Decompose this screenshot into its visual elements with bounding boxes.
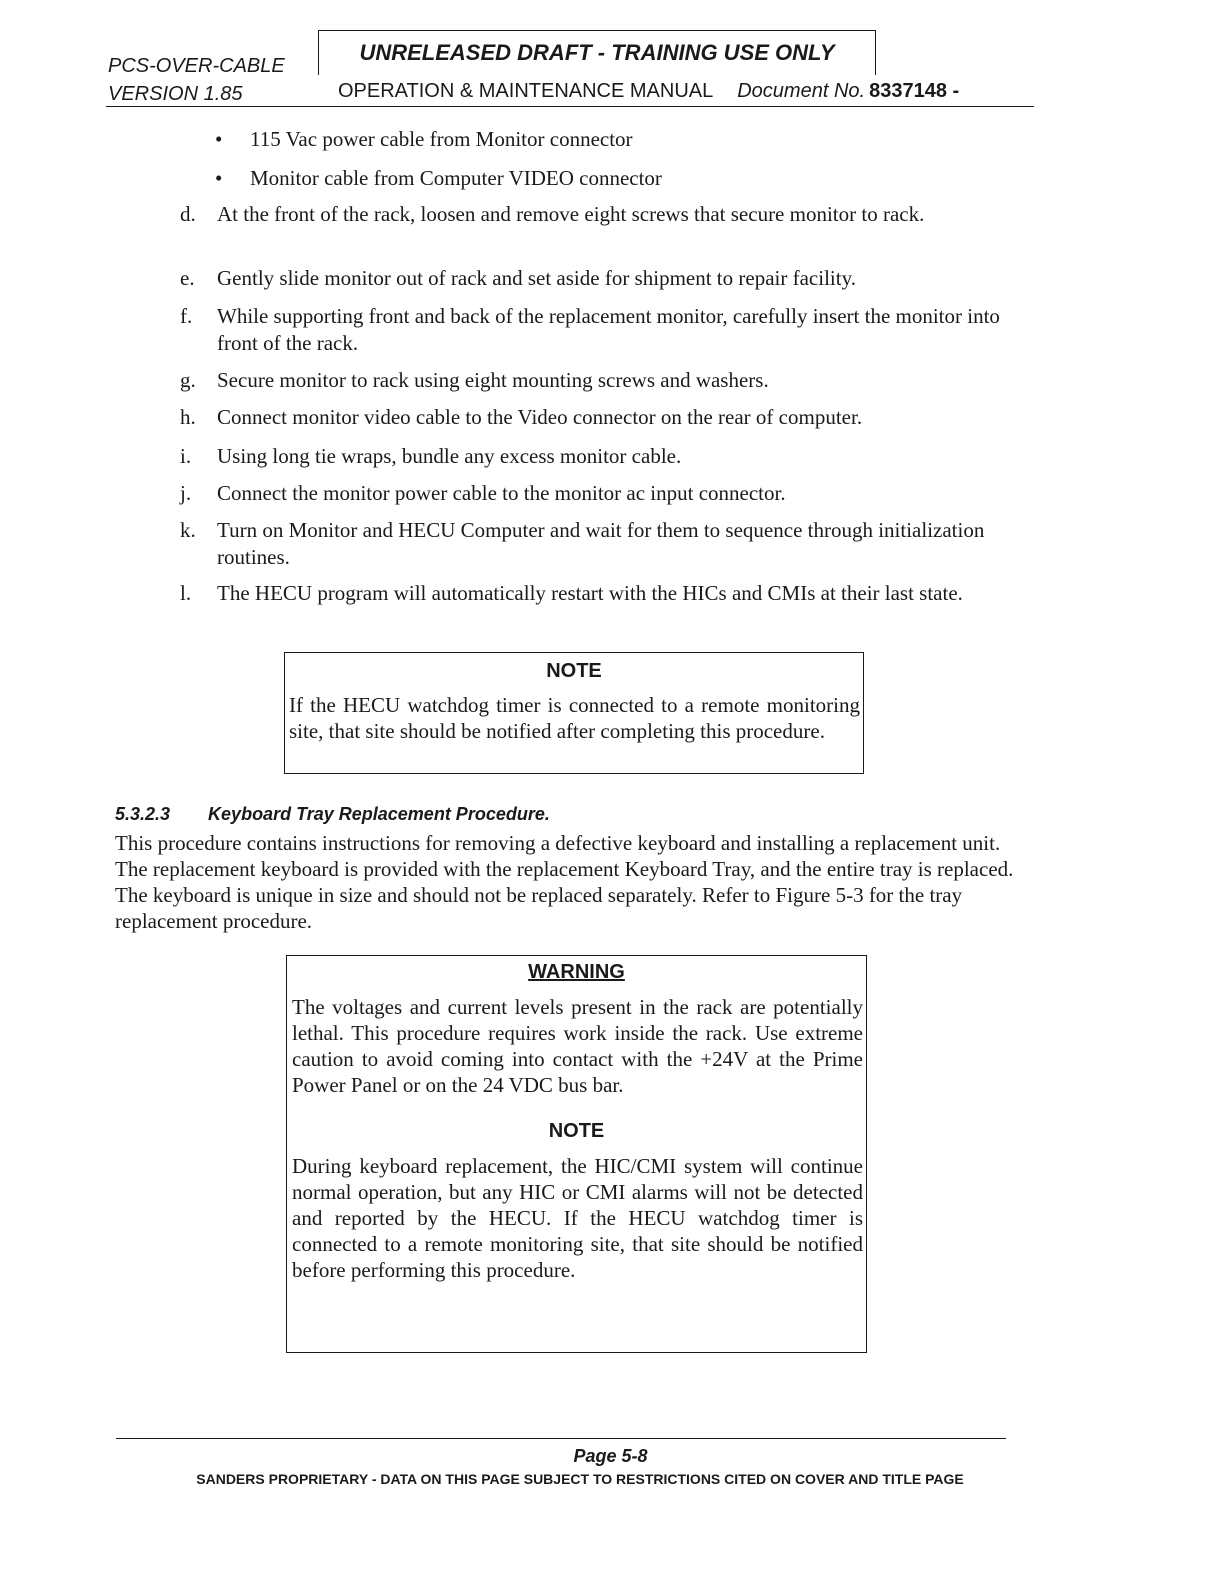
- bullet-text: 115 Vac power cable from Monitor connector: [250, 127, 633, 151]
- section-heading: [115, 804, 550, 825]
- document-label: Document No.: [737, 80, 866, 102]
- step-letter: e.: [180, 266, 195, 290]
- section-title: Keyboard Tray Replacement Procedure.: [208, 804, 550, 824]
- warning-text: The voltages and current levels present in the rack are potentially lethal. This procedure requires work inside the rack. Use extreme caution to avoid coming into contact with the +24V at the Prime Power Panel or on the 24 VDC bus bar.: [292, 995, 863, 1097]
- note-box: [284, 652, 864, 774]
- step-letter: k.: [180, 518, 196, 542]
- step-letter: l.: [180, 581, 192, 605]
- step-text: Turn on Monitor and HECU Computer and wait for them to sequence through initialization routines.: [217, 518, 985, 569]
- footer-divider: [116, 1438, 1006, 1439]
- page-number: Page 5-8: [573, 1446, 648, 1466]
- bullet-text: Monitor cable from Computer VIDEO connector: [250, 166, 662, 190]
- step-letter: d.: [180, 202, 196, 226]
- step-text: The HECU program will automatically restart with the HICs and CMIs at their last state.: [217, 581, 963, 605]
- step-text: Connect the monitor power cable to the monitor ac input connector.: [217, 481, 786, 505]
- step-letter: g.: [180, 368, 196, 392]
- step-text: Secure monitor to rack using eight mounting screws and washers.: [217, 368, 769, 392]
- step-letter: i.: [180, 444, 192, 468]
- proprietary-notice: SANDERS PROPRIETARY - DATA ON THIS PAGE SUBJECT TO RESTRICTIONS CITED ON COVER AND TITLE PAGE: [196, 1471, 964, 1487]
- warning-title: WARNING: [528, 961, 625, 983]
- section-paragraph: This procedure contains instructions for removing a defective keyboard and installing a replacement unit. The replacement keyboard is provided with the replacement Keyboard Tray, and the entire tray is replaced. The keyboard is unique in size and should not be replaced separately. Refer to Figure 5-3 for the tray replacement procedure.: [115, 831, 1014, 933]
- document-number: 8337148 -: [869, 80, 960, 102]
- note-title: NOTE: [548, 1120, 605, 1142]
- note-title: NOTE: [546, 660, 602, 682]
- step-letter: j.: [180, 481, 192, 505]
- manual-header: [338, 80, 959, 103]
- step-letter: h.: [180, 405, 196, 429]
- bullet-dot-icon: •: [215, 166, 223, 190]
- note-text: During keyboard replacement, the HIC/CMI system will continue normal operation, but any HIC or CMI alarms will not be detected and reported by the HECU. If the HECU watchdog timer is connected to a remote monitoring site, that site should be notified before performing this procedure.: [292, 1154, 863, 1282]
- section-number: 5.3.2.3: [115, 804, 171, 824]
- bullet-dot-icon: •: [215, 127, 223, 151]
- step-letter: f.: [180, 304, 193, 328]
- header-left: [108, 52, 285, 108]
- step-text: Connect monitor video cable to the Video connector on the rear of computer.: [217, 405, 863, 429]
- step-text: While supporting front and back of the replacement monitor, carefully insert the monitor into front of the rack.: [217, 304, 1000, 355]
- header-divider: [106, 106, 1034, 107]
- note-text: If the HECU watchdog timer is connected to a remote monitoring site, that site should be notified after completing this procedure.: [289, 693, 860, 743]
- product-name: PCS-OVER-CABLE: [108, 55, 285, 77]
- step-text: Using long tie wraps, bundle any excess monitor cable.: [217, 444, 682, 468]
- draft-banner: UNRELEASED DRAFT - TRAINING USE ONLY: [318, 30, 876, 75]
- manual-title: OPERATION & MAINTENANCE MANUAL: [338, 80, 714, 102]
- step-text: At the front of the rack, loosen and remove eight screws that secure monitor to rack.: [217, 202, 925, 226]
- version-label: VERSION 1.85: [108, 83, 243, 105]
- step-text: Gently slide monitor out of rack and set aside for shipment to repair facility.: [217, 266, 856, 290]
- warning-box: [286, 955, 867, 1353]
